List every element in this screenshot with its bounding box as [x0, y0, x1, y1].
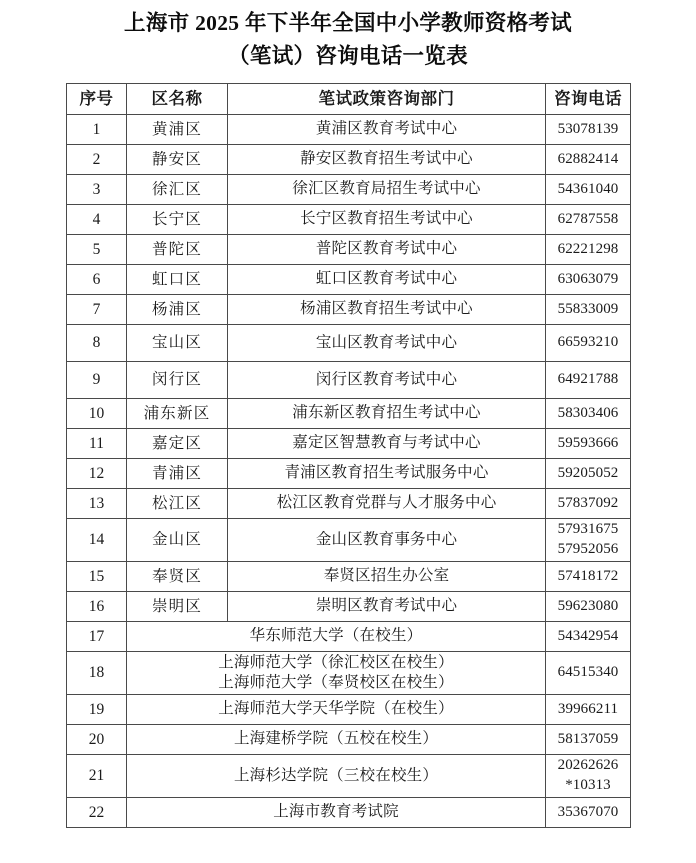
department-line: 上海师范大学（奉贤校区在校生） [218, 674, 454, 691]
department-line: 杨浦区教育招生考试中心 [300, 300, 473, 318]
column-header-index: 序号 [67, 84, 127, 115]
cell-department [228, 295, 546, 325]
telephone-line: 57418172 [557, 567, 619, 584]
telephone-line: 62221298 [557, 240, 619, 257]
cell-index: 7 [67, 295, 127, 325]
cell-telephone [546, 562, 631, 592]
table-row [67, 145, 631, 175]
department-line: 华东师范大学（在校生） [249, 627, 423, 645]
page-title [0, 0, 696, 73]
cell-department [228, 115, 546, 145]
cell-district: 徐汇区 [127, 175, 228, 205]
cell-district: 松江区 [127, 489, 228, 519]
cell-department [228, 519, 546, 562]
cell-department [228, 362, 546, 399]
cell-district: 闵行区 [127, 362, 228, 399]
cell-telephone [546, 399, 631, 429]
cell-department [127, 755, 546, 798]
telephone-line: 55833009 [557, 300, 619, 317]
telephone-line: 54361040 [557, 180, 619, 197]
cell-district: 青浦区 [127, 459, 228, 489]
table-row [67, 362, 631, 399]
cell-department [228, 205, 546, 235]
cell-district: 杨浦区 [127, 295, 228, 325]
cell-district: 虹口区 [127, 265, 228, 295]
table-row [67, 755, 631, 798]
cell-district: 浦东新区 [127, 399, 228, 429]
cell-index: 11 [67, 429, 127, 459]
cell-department [228, 175, 546, 205]
table-row [67, 295, 631, 325]
cell-telephone [546, 519, 631, 562]
cell-department [228, 562, 546, 592]
department-line: 黄浦区教育考试中心 [315, 120, 458, 138]
table-header-row [67, 84, 631, 115]
cell-telephone [546, 115, 631, 145]
telephone-line: 54342954 [557, 627, 619, 644]
table-row [67, 489, 631, 519]
cell-telephone [546, 205, 631, 235]
cell-department [127, 622, 546, 652]
cell-telephone [546, 622, 631, 652]
cell-telephone [546, 755, 631, 798]
table-row [67, 205, 631, 235]
telephone-line: 35367070 [557, 803, 619, 820]
department-line: 浦东新区教育招生考试中心 [292, 404, 481, 422]
cell-index: 20 [67, 725, 127, 755]
department-line: 崇明区教育考试中心 [315, 597, 458, 615]
cell-department [228, 145, 546, 175]
cell-telephone [546, 265, 631, 295]
cell-index: 5 [67, 235, 127, 265]
department-line: 嘉定区智慧教育与考试中心 [292, 434, 481, 452]
table-row [67, 592, 631, 622]
department-line: 徐汇区教育局招生考试中心 [292, 180, 481, 198]
telephone-line: 57952056 [557, 541, 619, 557]
page-title-line-1: 上海市 2025 年下半年全国中小学教师资格考试 [124, 11, 572, 35]
table-row [67, 562, 631, 592]
department-line: 金山区教育事务中心 [315, 530, 458, 548]
table-row [67, 429, 631, 459]
cell-telephone [546, 592, 631, 622]
cell-department [127, 695, 546, 725]
table-row [67, 725, 631, 755]
department-line: 奉贤区招生办公室 [323, 567, 450, 585]
cell-district: 长宁区 [127, 205, 228, 235]
table-header [67, 84, 631, 115]
department-line: 上海师范大学天华学院（在校生） [218, 700, 454, 718]
cell-telephone [546, 362, 631, 399]
department-line: 虹口区教育考试中心 [315, 270, 458, 288]
department-line: 普陀区教育考试中心 [315, 240, 458, 258]
cell-index: 17 [67, 622, 127, 652]
cell-telephone [546, 235, 631, 265]
cell-district: 嘉定区 [127, 429, 228, 459]
cell-telephone [546, 429, 631, 459]
table-row [67, 399, 631, 429]
cell-department [228, 489, 546, 519]
cell-telephone [546, 325, 631, 362]
cell-index: 21 [67, 755, 127, 798]
telephone-line: 57837092 [557, 494, 619, 511]
cell-department [127, 652, 546, 695]
cell-index: 10 [67, 399, 127, 429]
cell-district: 奉贤区 [127, 562, 228, 592]
table-row [67, 695, 631, 725]
cell-index: 2 [67, 145, 127, 175]
telephone-line: 64515340 [557, 664, 619, 681]
table-row [67, 115, 631, 145]
cell-department [228, 429, 546, 459]
cell-telephone [546, 695, 631, 725]
department-line: 上海市教育考试院 [273, 803, 399, 821]
cell-index: 1 [67, 115, 127, 145]
telephone-line: 59205052 [557, 464, 619, 481]
table-row [67, 519, 631, 562]
table-row [67, 622, 631, 652]
cell-department [228, 325, 546, 362]
cell-index: 19 [67, 695, 127, 725]
cell-district: 崇明区 [127, 592, 228, 622]
cell-index: 15 [67, 562, 127, 592]
telephone-line: 59593666 [557, 434, 619, 451]
cell-index: 16 [67, 592, 127, 622]
telephone-line: 57931675 [557, 521, 619, 538]
telephone-line: *10313 [565, 777, 611, 793]
cell-index: 12 [67, 459, 127, 489]
table-body [67, 115, 631, 828]
department-line: 青浦区教育招生考试服务中心 [284, 464, 489, 482]
cell-index: 18 [67, 652, 127, 695]
column-header-department: 笔试政策咨询部门 [228, 84, 546, 115]
cell-department [127, 798, 546, 828]
table-row [67, 459, 631, 489]
cell-telephone [546, 652, 631, 695]
consultation-phone-table [66, 83, 631, 828]
cell-index: 14 [67, 519, 127, 562]
cell-index: 8 [67, 325, 127, 362]
department-line: 上海建桥学院（五校在校生） [233, 730, 439, 748]
department-line: 上海杉达学院（三校在校生） [233, 766, 439, 784]
cell-telephone [546, 295, 631, 325]
cell-department [228, 235, 546, 265]
table-row [67, 652, 631, 695]
cell-department [228, 399, 546, 429]
cell-telephone [546, 175, 631, 205]
cell-telephone [546, 798, 631, 828]
cell-index: 3 [67, 175, 127, 205]
department-line: 上海师范大学（徐汇校区在校生） [218, 653, 454, 671]
telephone-line: 20262626 [557, 757, 619, 774]
cell-department [228, 459, 546, 489]
column-header-district: 区名称 [127, 84, 228, 115]
telephone-line: 39966211 [557, 700, 619, 717]
department-line: 闵行区教育考试中心 [315, 370, 458, 388]
cell-district: 宝山区 [127, 325, 228, 362]
table-row [67, 265, 631, 295]
cell-index: 9 [67, 362, 127, 399]
cell-department [228, 265, 546, 295]
cell-index: 22 [67, 798, 127, 828]
cell-department [228, 592, 546, 622]
telephone-line: 62882414 [557, 150, 619, 167]
cell-department [127, 725, 546, 755]
table-row [67, 325, 631, 362]
cell-district: 黄浦区 [127, 115, 228, 145]
cell-telephone [546, 725, 631, 755]
department-line: 宝山区教育考试中心 [315, 333, 458, 351]
telephone-line: 58303406 [557, 404, 619, 421]
table-row [67, 175, 631, 205]
telephone-line: 59623080 [557, 597, 619, 614]
telephone-line: 66593210 [557, 334, 619, 351]
telephone-line: 58137059 [557, 730, 619, 747]
cell-district: 金山区 [127, 519, 228, 562]
telephone-line: 63063079 [557, 270, 619, 287]
department-line: 长宁区教育招生考试中心 [300, 210, 473, 228]
cell-index: 4 [67, 205, 127, 235]
cell-telephone [546, 145, 631, 175]
telephone-line: 64921788 [557, 371, 619, 388]
department-line: 静安区教育招生考试中心 [300, 150, 473, 168]
table-row [67, 235, 631, 265]
cell-index: 13 [67, 489, 127, 519]
table-row [67, 798, 631, 828]
cell-index: 6 [67, 265, 127, 295]
cell-district: 静安区 [127, 145, 228, 175]
column-header-telephone: 咨询电话 [546, 84, 631, 115]
department-line: 松江区教育党群与人才服务中心 [276, 494, 497, 512]
page-title-line-2: （笔试）咨询电话一览表 [228, 44, 468, 68]
cell-telephone [546, 459, 631, 489]
telephone-line: 62787558 [557, 210, 619, 227]
telephone-line: 53078139 [557, 120, 619, 137]
cell-telephone [546, 489, 631, 519]
phone-table-container [66, 83, 630, 828]
cell-district: 普陀区 [127, 235, 228, 265]
